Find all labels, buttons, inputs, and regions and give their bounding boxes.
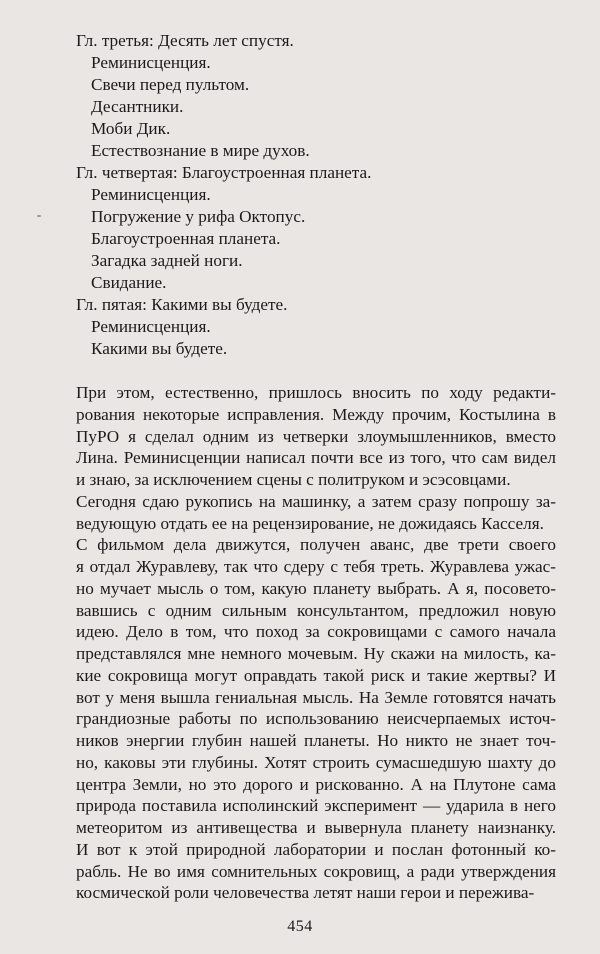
toc-section: Загадка задней ноги. bbox=[91, 251, 243, 270]
text-line: но, каковы эти глубины. Хотят строить сумасшедшую шахту до bbox=[76, 752, 556, 772]
paragraph bbox=[76, 382, 556, 491]
text-line: я отдал Журавлеву, так что сдеру с тебя треть. Журавлева ужас- bbox=[76, 557, 556, 576]
toc-section: Реминисценция. bbox=[91, 317, 211, 336]
paragraph bbox=[76, 491, 556, 535]
text-line: Сегодня сдаю рукопись на машинку, а затем сразу попрошу за- bbox=[76, 491, 556, 511]
toc-section: Благоустроенная планета. bbox=[91, 229, 281, 248]
text-line: рабль. Не во имя сомнительных сокровищ, а ради утверждения bbox=[76, 861, 556, 881]
toc-chapter: Гл. третья: Десять лет спустя. bbox=[76, 31, 294, 50]
toc-section: Десантники. bbox=[91, 97, 184, 116]
toc-section: Свидание. bbox=[91, 273, 167, 292]
text-line: грандиозные работы по использованию неисчерпаемых источ- bbox=[76, 709, 556, 729]
table-of-contents bbox=[76, 30, 536, 360]
text-line: представлялся мне немного мочевым. Ну скажи на милость, ка- bbox=[76, 644, 556, 663]
toc-chapter: Гл. пятая: Какими вы будете. bbox=[76, 295, 288, 314]
toc-section: Моби Дик. bbox=[91, 119, 171, 138]
toc-section: Свечи перед пультом. bbox=[91, 75, 250, 94]
toc-section: Естествознание в мире духов. bbox=[91, 141, 310, 160]
page-number: 454 bbox=[287, 918, 313, 935]
text-line: ведующую отдать ее на рецензирование, не дожидаясь Касселя. bbox=[76, 513, 544, 533]
text-line: центра Земли, но это дорого и рискованно. А на Плутоне сама bbox=[76, 774, 556, 794]
toc-chapter: Гл. четвертая: Благоустроенная планета. bbox=[76, 163, 372, 182]
text-line: вавшись с одним сильным консультантом, предложил новую bbox=[76, 600, 556, 620]
body-text bbox=[76, 382, 556, 904]
toc-section: Реминисценция. bbox=[91, 185, 211, 204]
text-line: и знаю, за исключением сцены с политруком и эсэсовцами. bbox=[76, 470, 511, 489]
text-line: рования некоторые исправления. Между прочим, Костылина в bbox=[76, 404, 556, 424]
text-line: идею. Дело в том, что поход за сокровищами с самого начала bbox=[76, 622, 556, 642]
text-line: Лина. Реминисценции написал почти все из того, что сам видел bbox=[76, 448, 556, 468]
text-line: вот у меня вышла гениальная мысль. На Земле готовятся начать bbox=[76, 687, 556, 707]
toc-section: Реминисценция. bbox=[91, 53, 211, 72]
text-line: но мучает мысль о том, какую планету выбрать. А я, посовето- bbox=[76, 578, 556, 598]
toc-section: Погружение у рифа Октопус. bbox=[91, 207, 306, 226]
text-line: ников энергии глубин нашей планеты. Но никто не знает точ- bbox=[76, 731, 556, 750]
text-line: С фильмом дела движутся, получен аванс, две трети своего bbox=[76, 535, 556, 555]
paragraph bbox=[76, 534, 556, 904]
print-speck bbox=[37, 215, 41, 217]
text-line: природа поставила исполинский эксперимент — ударила в него bbox=[76, 796, 556, 816]
text-line: ПуРО я сделал одним из четверки злоумышленников, вместо bbox=[76, 426, 556, 446]
text-line: космической роли человечества летят наши герои и пережива- bbox=[76, 883, 535, 903]
toc-section: Какими вы будете. bbox=[91, 339, 228, 358]
text-line: При этом, естественно, пришлось вносить по ходу редакти- bbox=[76, 383, 556, 402]
text-line: кие сокровища могут оправдать такой риск и такие жертвы? И bbox=[76, 665, 556, 685]
text-line: метеоритом из антивещества и вывернула планету наизнанку. bbox=[76, 818, 556, 837]
text-line: И вот к этой природной лаборатории и послан фотонный ко- bbox=[76, 839, 556, 859]
